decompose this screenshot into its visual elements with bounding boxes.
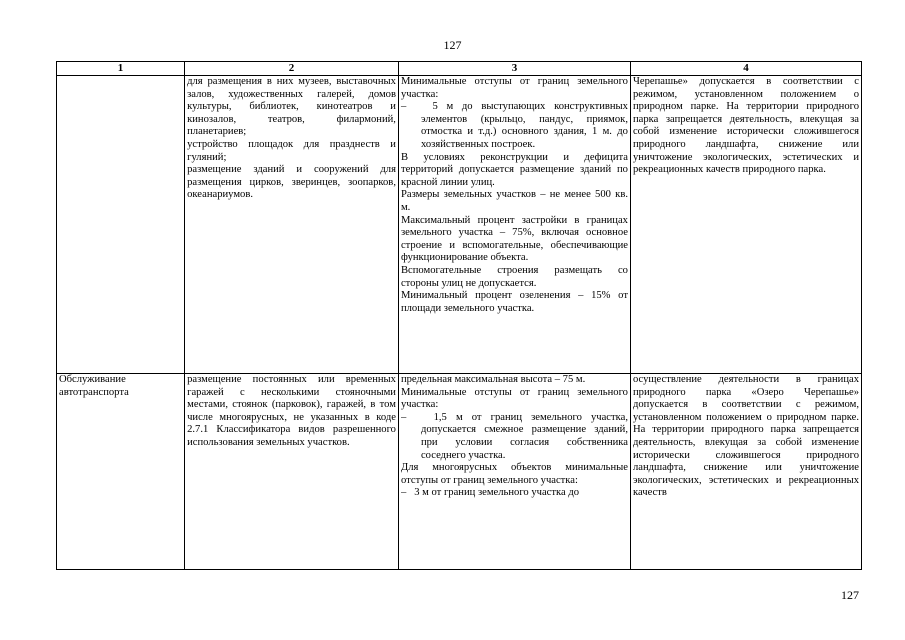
page-number-top: 127 xyxy=(443,38,462,52)
row2-col3-dash-item: – 1,5 м от границ земельного участка, допускается смежное размещение зданий, при условии согласия собственника соседнего участка. xyxy=(400,411,628,461)
row1-col2-paragraph: устройство площадок для празднеств и гуляний; xyxy=(187,138,396,163)
row1-col2-cell xyxy=(185,76,399,374)
row1-col3-paragraph: Минимальные отступы от границ земельного участка: xyxy=(400,76,628,100)
row1-col3-dash-item: – 5 м до выступающих конструктивных элементов (крыльцо, пандус, приямок, отмостка и т.д.) основного здания, 1 м. до хозяйственных построек. xyxy=(400,101,628,150)
row2-col3-paragraph: предельная максимальная высота – 75 м. xyxy=(400,374,586,385)
row2-col1-text: Обслуживание автотранспорта xyxy=(59,374,129,398)
row2-col3-content xyxy=(401,374,628,569)
row2-col2-cell xyxy=(185,374,399,570)
row2-col3-paragraph: Минимальные отступы от границ земельного участка: xyxy=(400,386,628,411)
row1-col3-paragraph: Вспомогательные строения размещать со стороны улиц не допускается. xyxy=(400,264,628,289)
row1-col4-cell: Черепашье» допускается в соответствии с режимом, установленном положением о природном парке. На территории природного парка запрещается деятельность, влекущая за собой изменение исторически сложившегося природного ландшафта, снижение или уничтожение экологических, эстетических и рекреационных качеств природного парка. xyxy=(630,76,861,374)
row2-col4-cell xyxy=(630,374,861,570)
row2-col3-dash-item: – 3 м от границ земельного участка до xyxy=(400,487,580,499)
table-header-cell: 3 xyxy=(398,62,630,76)
table-row xyxy=(57,76,862,374)
document-table xyxy=(56,61,862,570)
row1-col2-paragraph: размещение зданий и сооружений для размещения цирков, зверинцев, зоопарков, океанариумов. xyxy=(187,164,396,201)
row1-col3-cell xyxy=(398,76,630,374)
page-number-bottom: 127 xyxy=(841,588,859,602)
row2-col3-cell xyxy=(398,374,630,570)
row2-col3-paragraph: Для многоярусных объектов минимальные отступы от границ земельного участка: xyxy=(400,462,628,486)
row1-col2-paragraph: для размещения в них музеев, выставочных залов, художественных галерей, домов культуры, библиотек, кинотеатров и кинозалов, театров, филармоний, планетариев; xyxy=(187,76,396,138)
row2-col2-text: размещение постоянных или временных гаражей с несколькими стояночными местами, стоянок (парковок), гаражей, в том числе многоярусных, не указанных в коде 2.7.1 Классификатора видов разрешенного использования земельных участков. xyxy=(187,374,396,448)
row1-col3-paragraph: Максимальный процент застройки в границах земельного участка – 75%, включая основное строение и вспомогательные, обеспечивающие функционирование объекта. xyxy=(400,214,628,264)
row1-col3-paragraph: Минимальный процент озеленения – 15% от площади земельного участка. xyxy=(400,290,628,314)
table-header-row xyxy=(57,62,862,76)
row1-col3-paragraph: Размеры земельных участков – не менее 500 кв. м. xyxy=(400,189,628,213)
row1-col1-cell xyxy=(57,76,185,374)
row1-col3-paragraph: В условиях реконструкции и дефицита территорий допускается размещение зданий по красной линии улиц. xyxy=(400,151,628,188)
row2-col4-text: осуществление деятельности в границах природного парка «Озеро Черепашье» допускается в соответствии с режимом, установленном положением о природном парке. На территории природного парка запрещается деятельность, влекущая за собой изменение исторически сложившегося природного ландшафта, снижение или уничтожение экологических, эстетических и рекреационных качеств xyxy=(632,374,859,499)
row2-col1-cell xyxy=(57,374,185,570)
table-header-cell: 4 xyxy=(630,62,861,76)
table-row xyxy=(57,374,862,570)
table-header-cell: 1 xyxy=(57,62,185,76)
table-header-cell: 2 xyxy=(185,62,399,76)
